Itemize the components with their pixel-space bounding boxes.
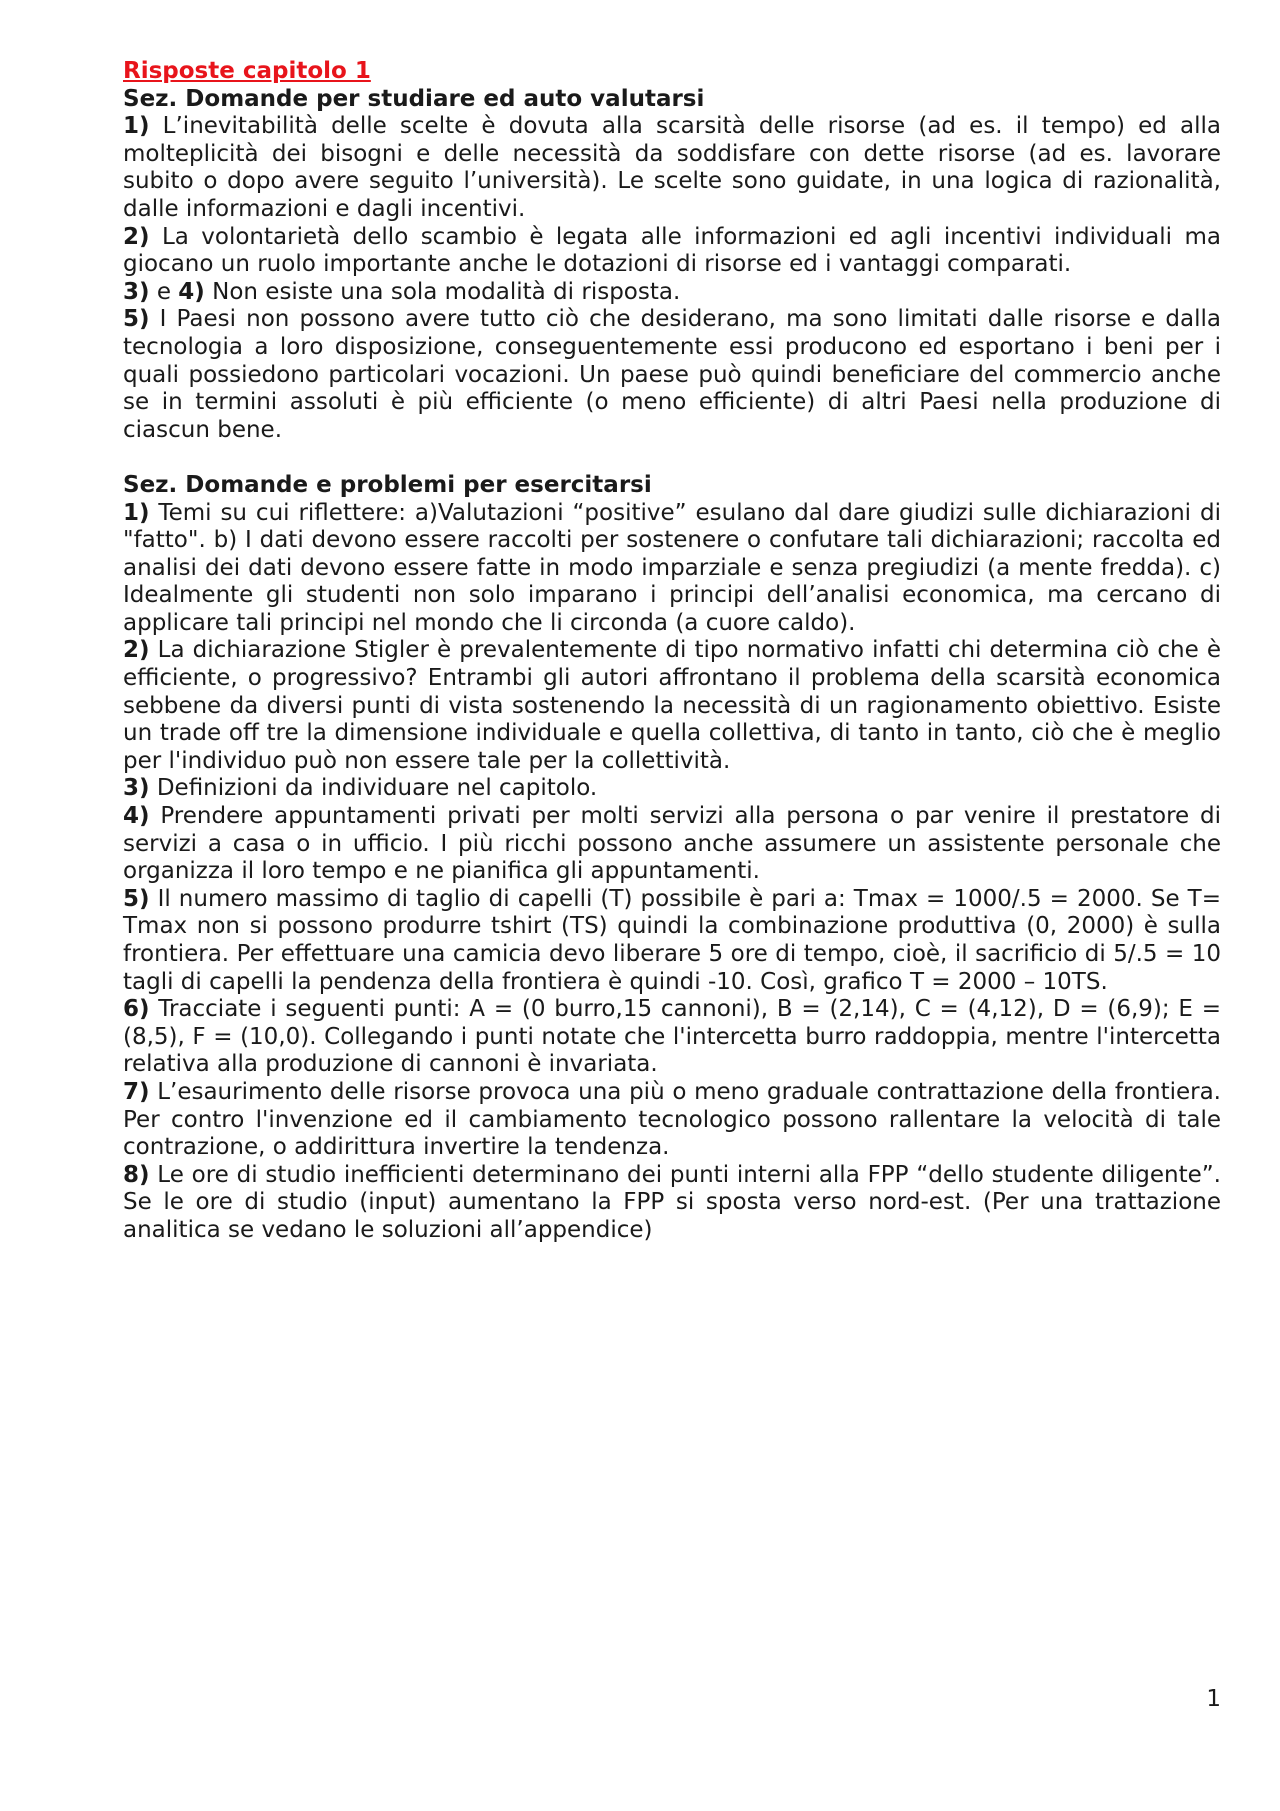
page-number: 1 [1206,1686,1221,1712]
answer-number: 4) [178,278,205,305]
answer-paragraph [123,1079,1221,1162]
answer-text: Il numero massimo di taglio di capelli (T) possibile è pari a: Tmax = 1000/.5 = 2000. Se T= Tmax non si possono produrre tshirt (TS) quindi la combinazione produttiva (0, 2000) è sulla frontiera. Per effettuare una camicia devo liberare 5 ore di tempo, cioè, il sacrificio di 5/.5 = 10 tagli di capelli la pendenza della frontiera è quindi -10. Così, grafico T = 2000 – 10TS. [123,885,1221,995]
answer-number: 7) [123,1078,150,1105]
answer-paragraph [123,500,1221,638]
answer-paragraph [123,279,1221,307]
answer-number: 8) [123,1161,150,1188]
answer-paragraph [123,637,1221,775]
answer-connector: e [149,278,179,305]
answer-number: 2) [123,637,150,664]
answer-text: Definizioni da individuare nel capitolo. [149,775,598,802]
answer-paragraph [123,996,1221,1079]
section-study [123,86,1221,445]
answer-paragraph [123,306,1221,444]
answer-text: L’inevitabilità delle scelte è dovuta alla scarsità delle risorse (ad es. il tempo) ed alla molteplicità dei bisogni e delle necessità da soddisfare con dette risorse (ad es. lavorare subito o dopo avere seguito l’università). Le scelte sono guidate, in una logica di razionalità, dalle informazioni e dagli incentivi. [123,113,1221,222]
answer-number: 5) [123,306,150,333]
answer-paragraph [123,886,1221,996]
answer-text: Tracciate i seguenti punti: A = (0 burro,15 cannoni), B = (2,14), C = (4,12), D = (6,9); E = (8,5), F = (10,0). Collegando i punti notate che l'intercetta burro raddoppia, mentre l'intercetta relativa alla produzione di cannoni è invariata. [123,996,1221,1078]
answer-paragraph [123,1162,1221,1245]
answer-text: L’esaurimento delle risorse provoca una più o meno graduale contrattazione della frontiera. Per contro l'invenzione ed il cambiamento tecnologico possono rallentare la velocità di tale contrazione, o addirittura invertire la tendenza. [123,1078,1221,1161]
answer-text: Le ore di studio inefficienti determinano dei punti interni alla FPP “dello studente diligente”. Se le ore di studio (input) aumentano la FPP si sposta verso nord-est. (Per una trattazione analitica se vedano le soluzioni all’appendice) [123,1161,1221,1243]
answer-number: 6) [123,996,150,1023]
section-exercises [123,472,1221,1245]
answer-paragraph [123,224,1221,279]
answer-number: 1) [123,499,150,526]
answer-text: Non esiste una sola modalità di risposta. [204,278,681,305]
answer-number: 1) [123,113,150,140]
answer-text: La volontarietà dello scambio è legata alle informazioni ed agli incentivi individuali ma giocano un ruolo importante anche le dotazioni di risorse ed i vantaggi comparati. [123,223,1221,278]
answer-number: 5) [123,885,150,912]
answer-number: 3) [123,278,150,305]
answer-text: Prendere appuntamenti privati per molti servizi alla persona o par venire il prestatore di servizi a casa o in ufficio. I più ricchi possono anche assumere un assistente personale che organizza il loro tempo e ne pianifica gli appuntamenti. [123,803,1221,885]
spacer [123,444,1221,472]
section-heading: Sez. Domande per studiare ed auto valutarsi [123,85,705,112]
answer-number: 4) [123,803,150,830]
answer-paragraph [123,113,1221,223]
document-page [123,58,1221,1245]
answer-text: I Paesi non possono avere tutto ciò che desiderano, ma sono limitati dalle risorse e dalla tecnologia a loro disposizione, conseguentemente essi producono ed esportano i beni per i quali possiedono particolari vocazioni. Un paese può quindi beneficiare del commercio anche se in termini assoluti è più efficiente (o meno efficiente) di altri Paesi nella produzione di ciascun bene. [123,306,1221,443]
section-heading: Sez. Domande e problemi per esercitarsi [123,471,652,498]
answer-number: 2) [123,223,150,250]
answer-text: Temi su cui riflettere: a)Valutazioni “positive” esulano dal dare giudizi sulle dichiarazioni di "fatto". b) I dati devono essere raccolti per sostenere o confutare tali dichiarazioni; raccolta ed analisi dei dati devono essere fatte in modo imparziale e senza pregiudizi (a mente fredda). c) Idealmente gli studenti non solo imparano i principi dell’analisi economica, ma cercano di applicare tali principi nel mondo che li circonda (a cuore caldo). [123,499,1221,636]
answer-paragraph [123,775,1221,803]
answer-number: 3) [123,775,150,802]
document-title: Risposte capitolo 1 [123,58,371,84]
answer-text: La dichiarazione Stigler è prevalentemente di tipo normativo infatti chi determina ciò che è efficiente, o progressivo? Entrambi gli autori affrontano il problema della scarsità economica sebbene da diversi punti di vista sostenendo la necessità di un ragionamento obiettivo. Esiste un trade off tre la dimensione individuale e quella collettiva, di tanto in tanto, ciò che è meglio per l'individuo può non essere tale per la collettività. [123,637,1221,774]
answer-paragraph [123,803,1221,886]
